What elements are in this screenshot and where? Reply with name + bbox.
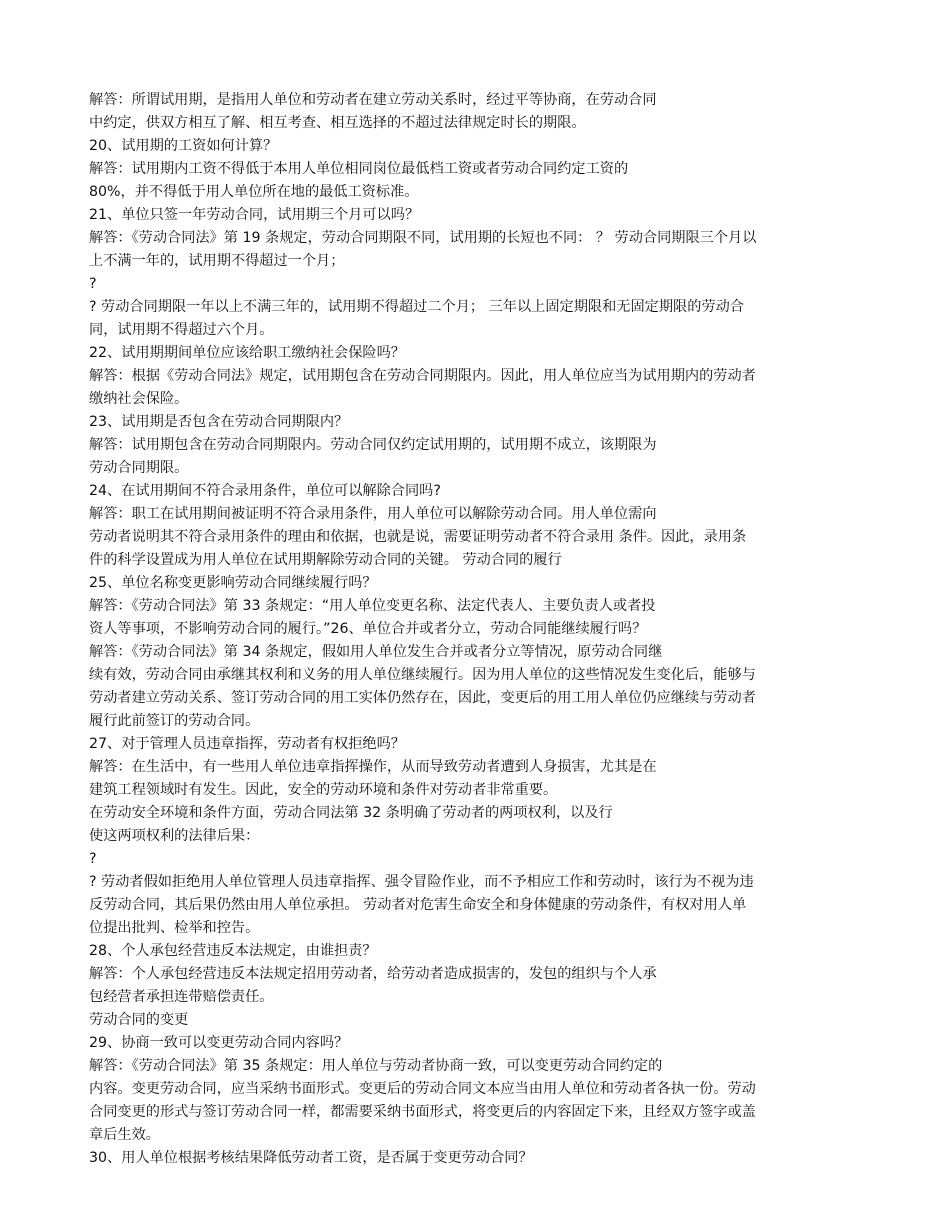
text-line: 缴纳社会保险。 [89, 391, 189, 407]
text-line: 件的科学设置成为用人单位在试用期解除劳动合同的关键。 劳动合同的履行 [89, 552, 562, 568]
text-line: 劳动合同期限。 [89, 460, 189, 476]
text-line: ? 劳动者假如拒绝用人单位管理人员违章指挥、强令冒险作业，而不予相应工作和劳动时，该行为不视为违 [89, 874, 754, 890]
text-line: 解答：《劳动合同法》第 33 条规定：“用人单位变更名称、法定代表人、主要负责人或者投 [89, 598, 656, 614]
question-heading: 21、单位只签一年劳动合同，试用期三个月可以吗？ [89, 207, 420, 223]
text-line: 解答：职工在试用期间被证明不符合录用条件，用人单位可以解除劳动合同。用人单位需向 [89, 506, 657, 522]
text-line: 上不满一年的，试用期不得超过一个月； [89, 253, 345, 269]
text-line: 解答：个人承包经营违反本法规定招用劳动者，给劳动者造成损害的，发包的组织与个人承 [89, 966, 657, 982]
text-line: 位提出批判、检举和控告。 [89, 920, 260, 936]
question-heading: 22、试用期期间单位应该给职工缴纳社会保险吗？ [89, 345, 405, 361]
text-line: 解答：根据《劳动合同法》规定，试用期包含在劳动合同期限内。因此，用人单位应当为试用期内的劳动者 [89, 368, 756, 384]
text-line: 资人等事项，不影响劳动合同的履行。”26、单位合并或者分立，劳动合同能继续履行吗？ [89, 621, 647, 637]
text-line: 80%，并不得低于用人单位所在地的最低工资标准。 [89, 184, 419, 200]
text-line: 劳动者建立劳动关系、签订劳动合同的用工实体仍然存在，因此，变更后的用工用人单位仍应继续与劳动者 [89, 690, 756, 706]
text-line: 反劳动合同，其后果仍然由用人单位承担。 劳动者对危害生命安全和身体健康的劳动条件，有权对用人单 [89, 897, 747, 913]
question-heading: 25、单位名称变更影响劳动合同继续履行吗？ [89, 575, 377, 591]
text-line: 解答：试用期包含在劳动合同期限内。劳动合同仅约定试用期的，试用期不成立，该期限为 [89, 437, 657, 453]
text-line: 在劳动安全环境和条件方面，劳动合同法第 32 条明确了劳动者的两项权利，以及行 [89, 805, 613, 821]
question-heading: 20、试用期的工资如何计算？ [89, 138, 278, 154]
text-line: 解答：所谓试用期，是指用人单位和劳动者在建立劳动关系时，经过平等协商，在劳动合同 [89, 92, 657, 108]
question-heading: 24、在试用期间不符合录用条件，单位可以解除合同吗? [89, 483, 441, 499]
question-heading: 30、用人单位根据考核结果降低劳动者工资，是否属于变更劳动合同？ [89, 1150, 533, 1166]
question-heading: 23、试用期是否包含在劳动合同期限内？ [89, 414, 349, 430]
text-line: 劳动者说明其不符合录用条件的理由和依据，也就是说，需要证明劳动者不符合录用 条件。因此，录用条 [89, 529, 747, 545]
question-heading: 29、协商一致可以变更劳动合同内容吗？ [89, 1035, 349, 1051]
document-page [89, 89, 864, 1170]
text-line: 解答：试用期内工资不得低于本用人单位相同岗位最低档工资或者劳动合同约定工资的 [89, 161, 629, 177]
text-line: 同，试用期不得超过六个月。 [89, 322, 274, 338]
text-line: 解答：《劳动合同法》第 19 条规定，劳动合同期限不同，试用期的长短也不同： ？ 劳动合同期限三个月以 [89, 230, 757, 246]
text-line: 中约定，供双方相互了解、相互考查、相互选择的不超过法律规定时长的期限。 [89, 115, 586, 131]
text-line: 包经营者承担连带赔偿责任。 [89, 989, 274, 1005]
text-line: 解答：《劳动合同法》第 34 条规定，假如用人单位发生合并或者分立等情况，原劳动合同继 [89, 644, 663, 660]
bullet-marker: ? [89, 276, 97, 292]
section-heading: 劳动合同的变更 [89, 1012, 189, 1028]
text-line: 解答：在生活中，有一些用人单位违章指挥操作，从而导致劳动者遭到人身损害，尤其是在 [89, 759, 657, 775]
bullet-marker: ? [89, 851, 97, 867]
text-line: 续有效，劳动合同由承继其权利和义务的用人单位继续履行。因为用人单位的这些情况发生变化后，能够与 [89, 667, 756, 683]
text-line: 合同变更的形式与签订劳动合同一样，都需要采纳书面形式，将变更后的内容固定下来，且经双方签字或盖 [89, 1104, 756, 1120]
text-line: 建筑工程领域时有发生。因此，安全的劳动环境和条件对劳动者非常重要。 [89, 782, 558, 798]
text-line: 使这两项权利的法律后果： [89, 828, 260, 844]
text-line: ? 劳动合同期限一年以上不满三年的，试用期不得超过二个月； 三年以上固定期限和无固定期限的劳动合 [89, 299, 744, 315]
text-line: 履行此前签订的劳动合同。 [89, 713, 260, 729]
text-line: 内容。变更劳动合同，应当采纳书面形式。变更后的劳动合同文本应当由用人单位和劳动者各执一份。劳动 [89, 1081, 756, 1097]
text-line: 章后生效。 [89, 1127, 160, 1143]
question-heading: 28、个人承包经营违反本法规定，由谁担责？ [89, 943, 377, 959]
text-line: 解答：《劳动合同法》第 35 条规定：用人单位与劳动者协商一致，可以变更劳动合同约定的 [89, 1058, 663, 1074]
question-heading: 27、对于管理人员违章指挥，劳动者有权拒绝吗？ [89, 736, 405, 752]
